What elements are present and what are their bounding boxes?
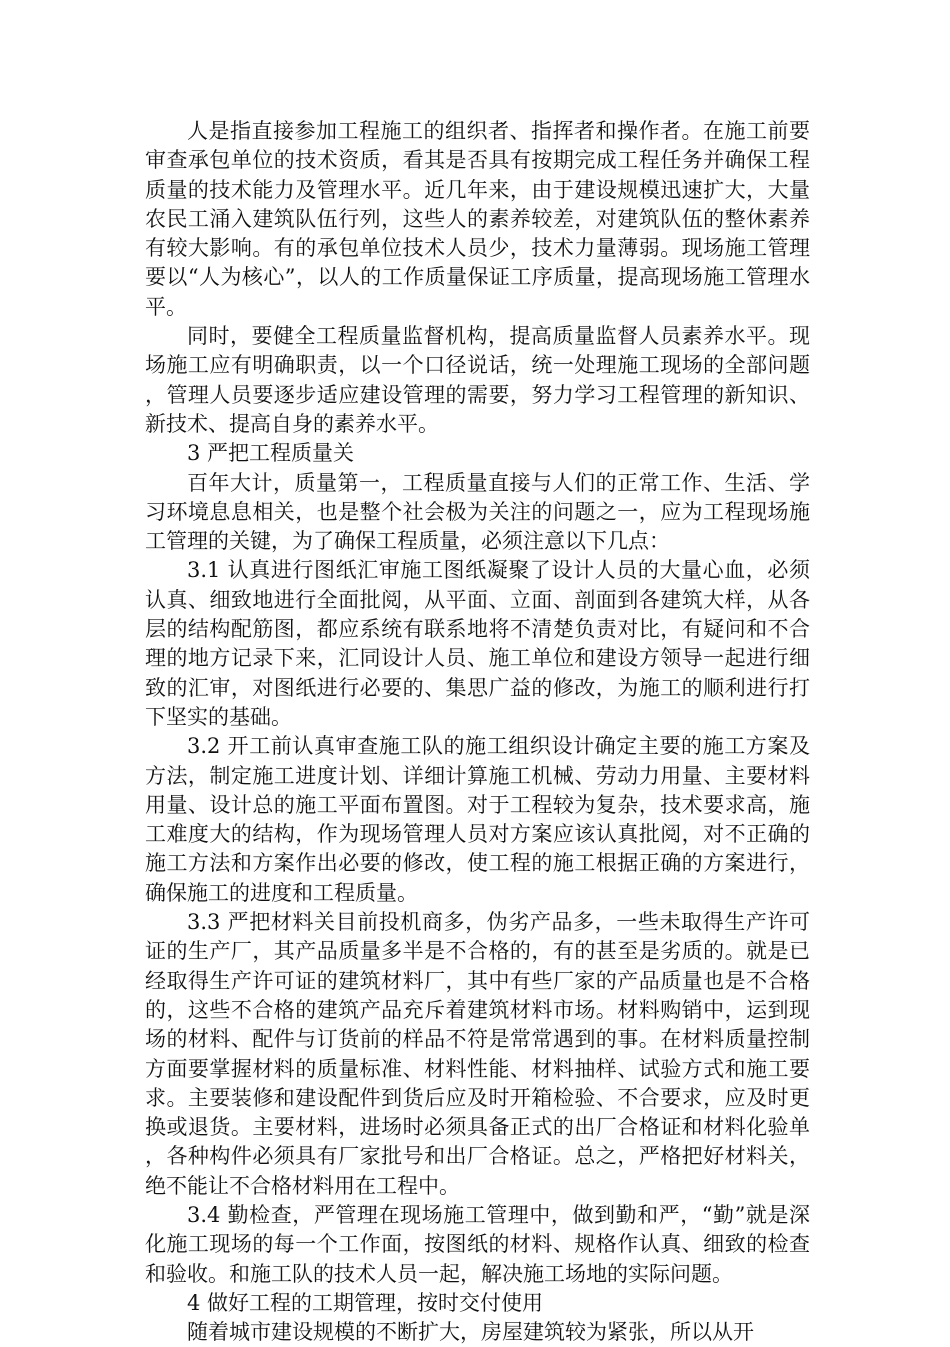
section-heading-4: 4 做好工程的工期管理，按时交付使用	[187, 1290, 544, 1315]
paragraph-schedule: 随着城市建设规模的不断扩大，房屋建筑较为紧张，所以从开	[187, 1320, 754, 1345]
paragraph-supervision: 同时，要健全工程质量监督机构，提高质量监督人员素养水平。现场施工应有明确职责，以一个口径说话，统一处理施工现场的全部问题，管理人员要逐步适应建设管理的需要，努力学习工程管理的新知识、新技术、提高自身的素养水平。	[145, 324, 810, 436]
paragraph-3-1: 3.1 认真进行图纸汇审施工图纸凝聚了设计人员的大量心血，必须认真、细致地进行全面批阅，从平面、立面、剖面到各建筑大样，从各层的结构配筋图，都应系统有联系地将不清楚负责对比，有疑问和不合理的地方记录下来，汇同设计人员、施工单位和建设方领导一起进行细致的汇审，对图纸进行必要的、集思广益的修改，为施工的顺利进行打下坚实的基础。	[145, 558, 810, 729]
paragraph-3-4: 3.4 勤检查，严管理在现场施工管理中，做到勤和严，“勤”就是深化施工现场的每一个工作面，按图纸的材料、规格作认真、细致的检查和验收。和施工队的技术人员一起，解决施工场地的实际问题。	[145, 1202, 810, 1286]
section-heading-3: 3 严把工程质量关	[187, 441, 355, 466]
paragraph-quality-intro: 百年大计，质量第一，工程质量直接与人们的正常工作、生活、学习环境息息相关，也是整个社会极为关注的问题之一，应为工程现场施工管理的关键，为了确保工程质量，必须注意以下几点：	[145, 470, 810, 554]
paragraph-personnel: 人是指直接参加工程施工的组织者、指挥者和操作者。在施工前要审查承包单位的技术资质，看其是否具有按期完成工程任务并确保工程质量的技术能力及管理水平。近几年来，由于建设规模迅速扩大，大量农民工涌入建筑队伍行列，这些人的素养较差，对建筑队伍的整休素养有较大影响。有的承包单位技术人员少，技术力量薄弱。现场施工管理要以“人为核心”，以人的工作质量保证工序质量，提高现场施工管理水平。	[145, 119, 810, 319]
document-body	[145, 117, 810, 1347]
paragraph-3-3: 3.3 严把材料关目前投机商多，伪劣产品多，一些未取得生产许可证的生产厂，其产品质量多半是不合格的，有的甚至是劣质的。就是已经取得生产许可证的建筑材料厂，其中有些厂家的产品质量也是不合格的，这些不合格的建筑产品充斥着建筑材料市场。材料购销中，运到现场的材料、配件与订货前的样品不符是常常遇到的事。在材料质量控制方面要掌握材料的质量标准、材料性能、材料抽样、试验方式和施工要求。主要装修和建设配件到货后应及时开箱检验、不合要求，应及时更换或退货。主要材料，进场时必须具备正式的出厂合格证和材料化验单，各种构件必须具有厂家批号和出厂合格证。总之，严格把好材料关，绝不能让不合格材料用在工程中。	[145, 910, 810, 1198]
paragraph-3-2: 3.2 开工前认真审查施工队的施工组织设计确定主要的施工方案及方法，制定施工进度计划、详细计算施工机械、劳动力用量、主要材料用量、设计总的施工平面布置图。对于工程较为复杂，技术要求高，施工难度大的结构，作为现场管理人员对方案应该认真批阅，对不正确的施工方法和方案作出必要的修改，使工程的施工根据正确的方案进行，确保施工的进度和工程质量。	[145, 734, 810, 905]
